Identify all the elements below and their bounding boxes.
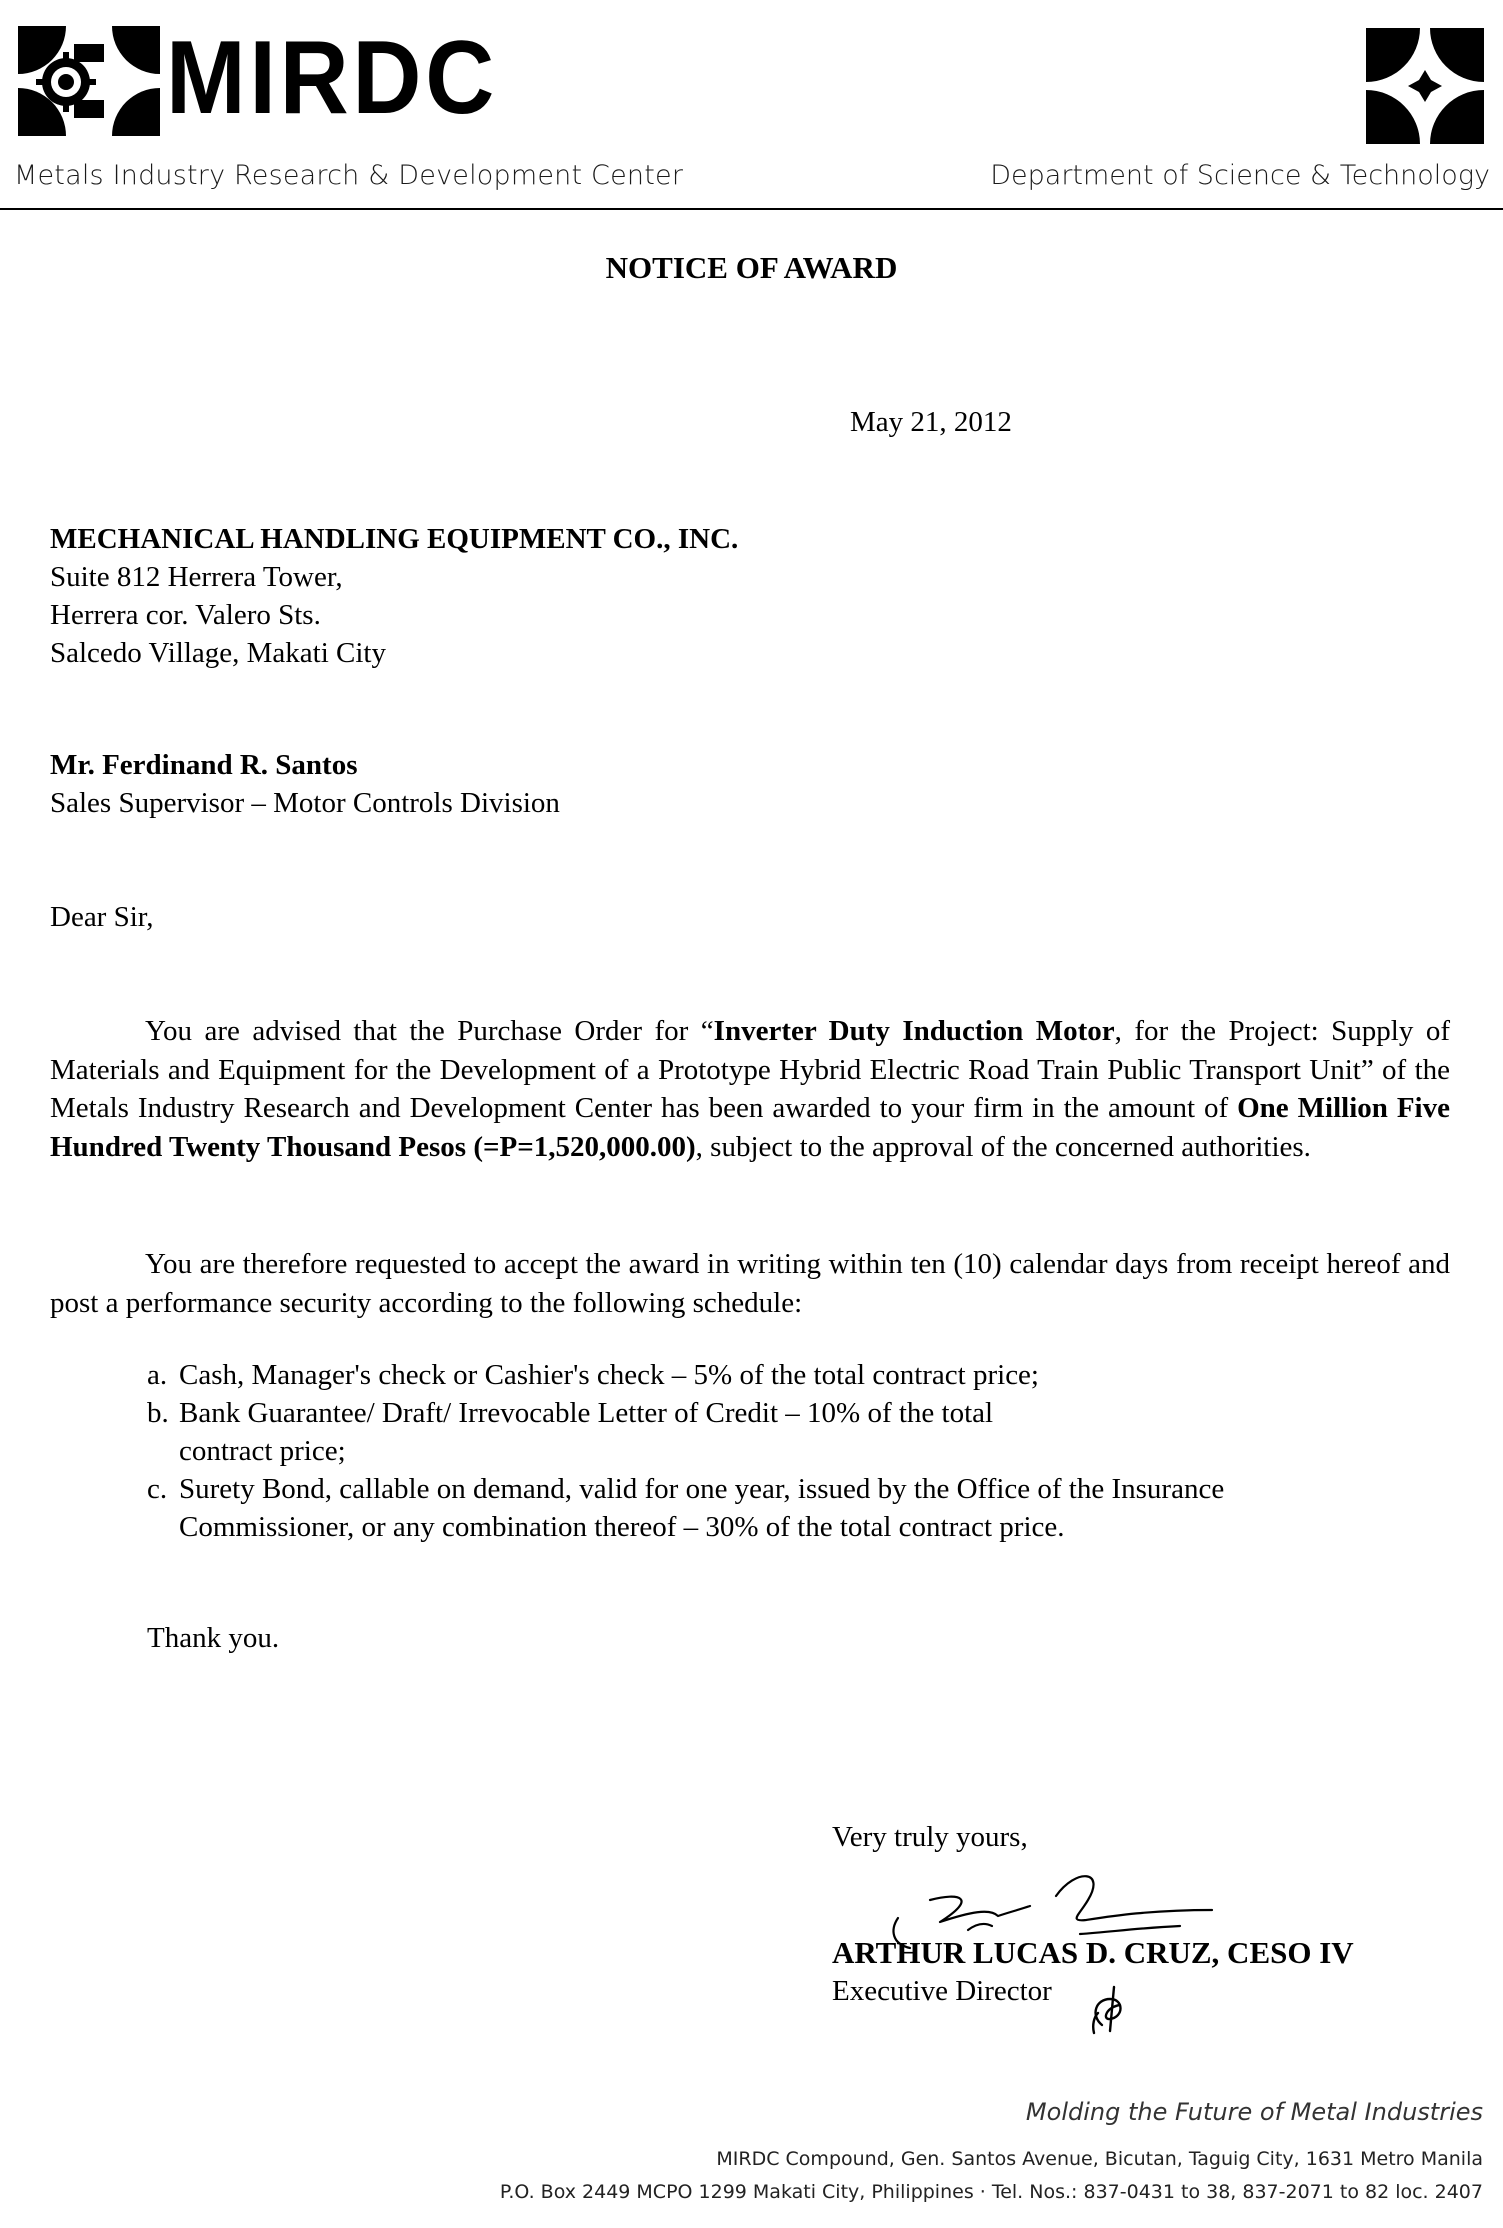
complimentary-close: Very truly yours, bbox=[832, 1821, 1028, 1853]
list-marker: a. bbox=[147, 1359, 168, 1391]
address-line: Suite 812 Herrera Tower, bbox=[50, 561, 343, 593]
list-item-text: Bank Guarantee/ Draft/ Irrevocable Letter of Credit – 10% of the total contract price; bbox=[179, 1397, 994, 1467]
initials-icon bbox=[1080, 1975, 1150, 2035]
department-name: Department of Science & Technology bbox=[990, 160, 1490, 191]
attention-block bbox=[50, 746, 560, 822]
footer-address-line: MIRDC Compound, Gen. Santos Avenue, Bicutan, Taguig City, 1631 Metro Manila bbox=[716, 2148, 1483, 2170]
mirdc-logo-icon bbox=[14, 22, 164, 140]
list-item bbox=[147, 1356, 1247, 1394]
salutation: Dear Sir, bbox=[50, 901, 154, 933]
footer-tagline: Molding the Future of Metal Industries bbox=[1025, 2098, 1483, 2126]
list-item bbox=[147, 1394, 1067, 1470]
footer-contact-line: P.O. Box 2449 MCPO 1299 Makati City, Philippines · Tel. Nos.: 837-0431 to 38, 837-2071 to 82 loc. 2407 bbox=[499, 2181, 1483, 2203]
addressee-block bbox=[50, 520, 738, 672]
award-amount: One Million Five Hundred Twenty Thousand Pesos (=P=1,520,000.00) bbox=[50, 1092, 1450, 1163]
signer-title: Executive Director bbox=[832, 1975, 1052, 2007]
dost-logo-icon bbox=[1360, 22, 1490, 150]
addressee-company: MECHANICAL HANDLING EQUIPMENT CO., INC. bbox=[50, 523, 739, 555]
list-item bbox=[147, 1470, 1247, 1546]
awarded-item: Inverter Duty Induction Motor bbox=[713, 1015, 1115, 1047]
thank-you: Thank you. bbox=[147, 1622, 280, 1654]
document-title: NOTICE OF AWARD bbox=[605, 250, 898, 285]
security-schedule-list bbox=[147, 1356, 1247, 1546]
document-date: May 21, 2012 bbox=[850, 406, 1012, 438]
list-item-text: Cash, Manager's check or Cashier's check – 5% of the total contract price; bbox=[179, 1359, 1039, 1391]
header-divider bbox=[0, 208, 1503, 210]
list-marker: b. bbox=[147, 1397, 169, 1429]
award-text: , for the Project: Supply of Materials and Equipment for the Development of a Prototype Hybrid Electric Road Train Public Transport Unit” of the Metals Industry Research and Development Center has been awarded to your firm in the amount of bbox=[50, 1015, 1450, 1124]
request-paragraph: You are therefore requested to accept the award in writing within ten (10) calendar days from receipt hereof and post a performance security according to the following schedule: bbox=[50, 1248, 1450, 1319]
mirdc-wordmark: MIRDC bbox=[166, 20, 498, 136]
signer-name: ARTHUR LUCAS D. CRUZ, CESO IV bbox=[832, 1935, 1354, 1970]
award-text: , subject to the approval of the concerned authorities. bbox=[695, 1130, 1311, 1163]
award-paragraph bbox=[50, 1012, 1450, 1166]
organization-name: Metals Industry Research & Development Center bbox=[14, 160, 684, 191]
address-line: Salcedo Village, Makati City bbox=[50, 637, 386, 669]
address-line: Herrera cor. Valero Sts. bbox=[50, 599, 321, 631]
list-item-text: Surety Bond, callable on demand, valid for one year, issued by the Office of the Insurance Commissioner, or any combination thereof – 30% of the total contract price. bbox=[179, 1473, 1225, 1543]
award-text: You are advised that the Purchase Order for “ bbox=[145, 1015, 714, 1047]
attention-position: Sales Supervisor – Motor Controls Division bbox=[50, 787, 560, 819]
list-marker: c. bbox=[147, 1473, 168, 1505]
attention-name: Mr. Ferdinand R. Santos bbox=[50, 749, 358, 781]
